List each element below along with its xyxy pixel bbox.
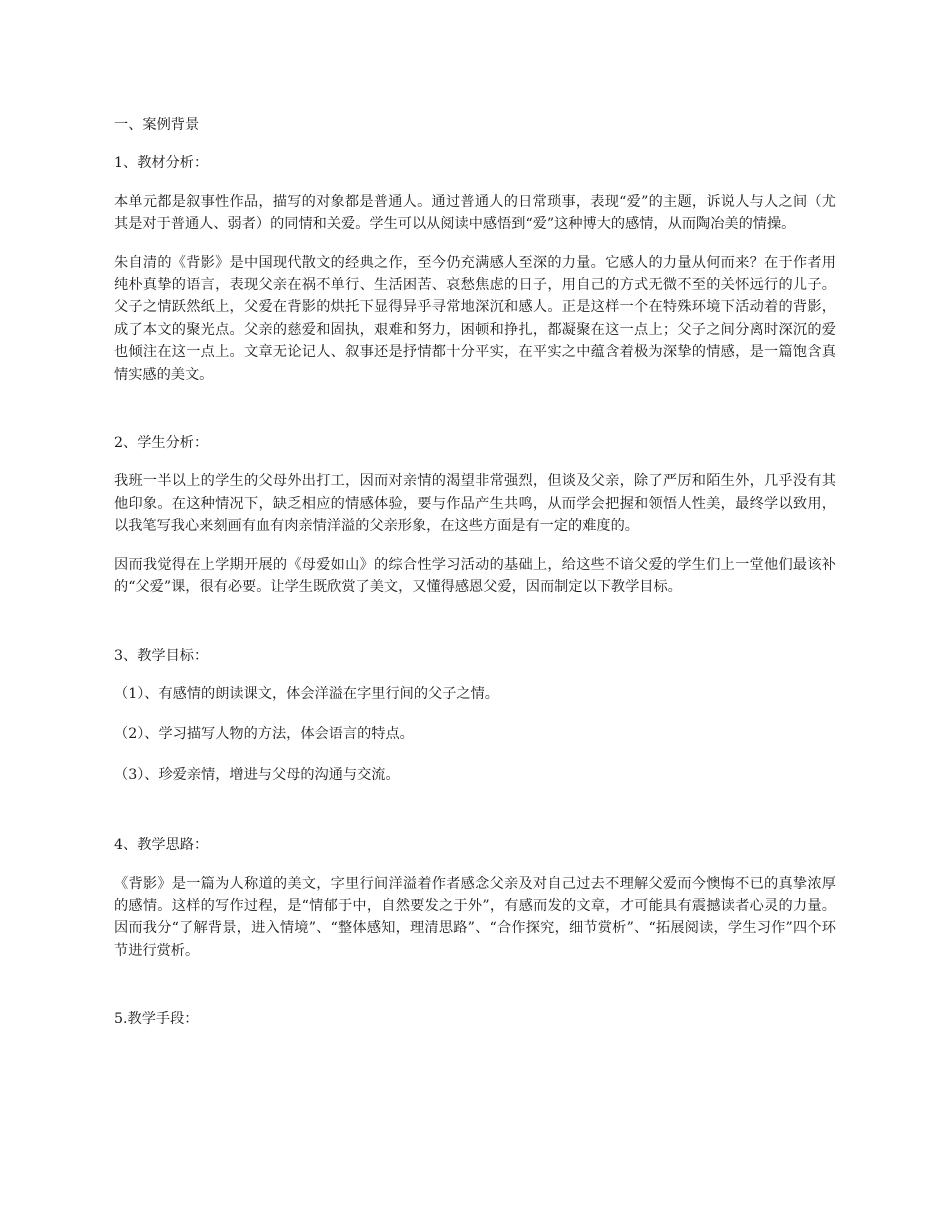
paragraph: 朱自清的《背影》是中国现代散文的经典之作，至今仍充满感人至深的力量。它感人的力量从何而来？在于作者用纯朴真挚的语言，表现父亲在祸不单行、生活困苦、哀愁焦虑的日子，用自己的方式无微不至的关怀远行的儿子。父子之情跃然纸上，父爱在背影的烘托下显得异乎寻常地深沉和感人。正是这样一个在特殊环境下活动着的背影，成了本文的聚光点。父亲的慈爱和固执，艰难和努力，困顿和挣扎，都凝聚在这一点上；父子之间分离时深沉的爱也倾注在这一点上。文章无论记人、叙事还是抒情都十分平实，在平实之中蕴含着极为深挚的情感，是一篇饱含真情实感的美文。 [114, 254, 836, 383]
document-body [114, 114, 836, 1047]
spacer [114, 615, 836, 645]
spacer [114, 978, 836, 1008]
goal-item: （2）、学习描写人物的方法，体会语言的特点。 [114, 726, 414, 743]
paragraph: 因而我觉得在上学期开展的《母爱如山》的综合性学习活动的基础上，给这些不谙父爱的学生们上一堂他们最该补的“父爱”课，很有必要。让学生既欣赏了美文，又懂得感恩父爱，因而制定以下教学目标。 [114, 556, 836, 596]
heading-student-analysis: 2、学生分析： [114, 435, 209, 452]
heading-teaching-means: 5.教学手段： [114, 1011, 199, 1028]
paragraph: 《背影》是一篇为人称道的美文，字里行间洋溢着作者感念父亲及对自己过去不理解父爱而今懊悔不已的真挚浓厚的感情。这样的写作过程，是“情郁于中，自然要发之于外”，有感而发的文章，才可能具有震撼读者心灵的力量。因而我分“了解背景，进入情境”、“整体感知，理清思路”、“合作探究，细节赏析”、“拓展阅读，学生习作”四个环节进行赏析。 [114, 875, 836, 959]
heading-textbook-analysis: 1、教材分析： [114, 155, 209, 172]
paragraph: 本单元都是叙事性作品，描写的对象都是普通人。通过普通人的日常琐事，表现“爱”的主题，诉说人与人之间（尤其是对于普通人、弱者）的同情和关爱。学生可以从阅读中感悟到“爱”这种博大的感情，从而陶冶美的情操。 [114, 193, 836, 233]
spacer [114, 402, 836, 432]
spacer [114, 804, 836, 834]
section-title: 一、案例背景 [114, 117, 200, 133]
heading-teaching-goals: 3、教学目标： [114, 647, 209, 664]
paragraph: 我班一半以上的学生的父母外出打工，因而对亲情的渴望非常强烈，但谈及父亲，除了严厉和陌生外，几乎没有其他印象。在这种情况下，缺乏相应的情感体验，要与作品产生共鸣，从而学会把握和领悟人性美，最终学以致用，以我笔写我心来刻画有血有肉亲情洋溢的父亲形象，在这些方面是有一定的难度的。 [114, 473, 836, 535]
heading-teaching-approach: 4、教学思路： [114, 837, 209, 854]
goal-item: （3）、珍爱亲情，增进与父母的沟通与交流。 [114, 766, 400, 783]
goal-item: （1）、有感情的朗读课文，体会洋溢在字里行间的父子之情。 [114, 685, 499, 702]
